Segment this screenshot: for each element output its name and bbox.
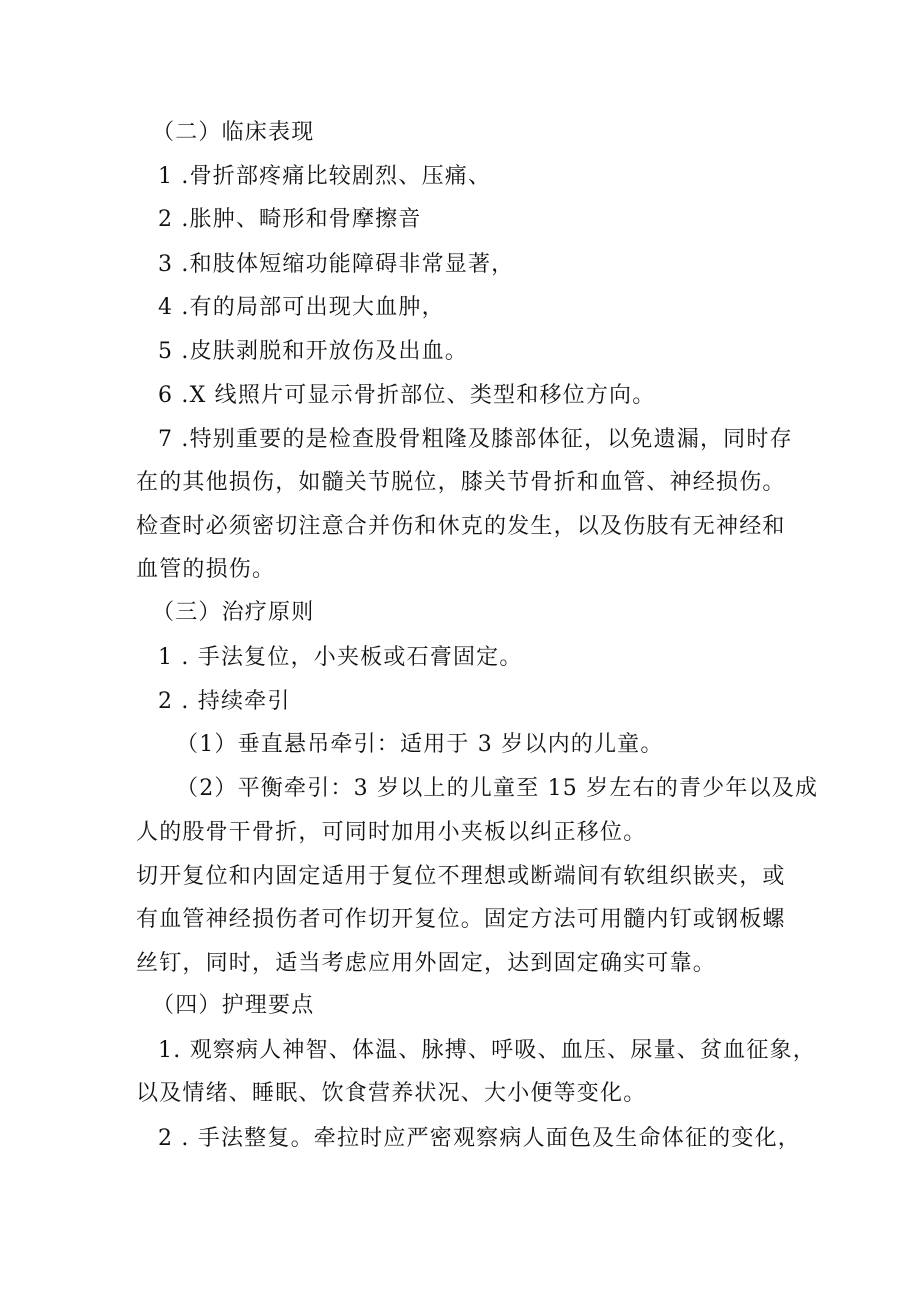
paragraph-line: （1）垂直悬吊牵引：适用于 3 岁以内的儿童。	[176, 732, 664, 757]
paragraph-line: （2）平衡牵引：3 岁以上的儿童至 15 岁左右的青少年以及成	[176, 776, 819, 801]
paragraph-line: 切开复位和内固定适用于复位不理想或断端间有软组织嵌夹，或	[136, 864, 786, 889]
paragraph-line: 丝钉，同时，适当考虑应用外固定，达到固定确实可靠。	[136, 951, 717, 976]
paragraph-line: 4 .有的局部可出现大血肿，	[158, 295, 445, 320]
paragraph-line: 2 . 持续牵引	[158, 689, 291, 714]
paragraph-line: 3 .和肢体短缩功能障碍非常显著，	[158, 252, 515, 277]
paragraph-line: 血管的损伤。	[136, 557, 276, 582]
paragraph-line: 检查时必须密切注意合并伤和休克的发生，以及伤肢有无神经和	[136, 514, 786, 539]
paragraph-line: 2 .胀肿、畸形和骨摩擦音	[158, 207, 422, 232]
paragraph-line: 有血管神经损伤者可作切开复位。固定方法可用髓内钉或钢板螺	[136, 907, 786, 932]
paragraph-line: 在的其他损伤，如髓关节脱位，膝关节骨折和血管、神经损伤。	[136, 470, 786, 495]
paragraph-line: 7 .特别重要的是检查股骨粗隆及膝部体征，以免遗漏，同时存	[158, 427, 793, 452]
paragraph-line: 1 . 手法复位，小夹板或石膏固定。	[158, 645, 523, 670]
paragraph-line: 5 .皮肤剥脱和开放伤及出血。	[158, 339, 468, 364]
paragraph-line: 人的股骨干骨折，可同时加用小夹板以纠正移位。	[136, 820, 647, 845]
paragraph-line: 以及情绪、睡眠、饮食营养状况、大小便等变化。	[136, 1081, 647, 1106]
paragraph-line: 6 .X 线照片可显示骨折部位、类型和移位方向。	[158, 383, 656, 408]
paragraph-line: 2 . 手法整复。牵拉时应严密观察病人面色及生命体征的变化，	[158, 1126, 801, 1151]
section-heading-clinical-manifestations: （二）临床表现	[152, 120, 315, 145]
section-heading-treatment-principles: （三）治疗原则	[152, 600, 315, 625]
section-heading-nursing-points: （四）护理要点	[152, 993, 315, 1018]
paragraph-line: 1. 观察病人神智、体温、脉搏、呼吸、血压、尿量、贫血征象，	[158, 1038, 816, 1063]
paragraph-line: 1 .骨折部疼痛比较剧烈、压痛、	[158, 164, 492, 189]
